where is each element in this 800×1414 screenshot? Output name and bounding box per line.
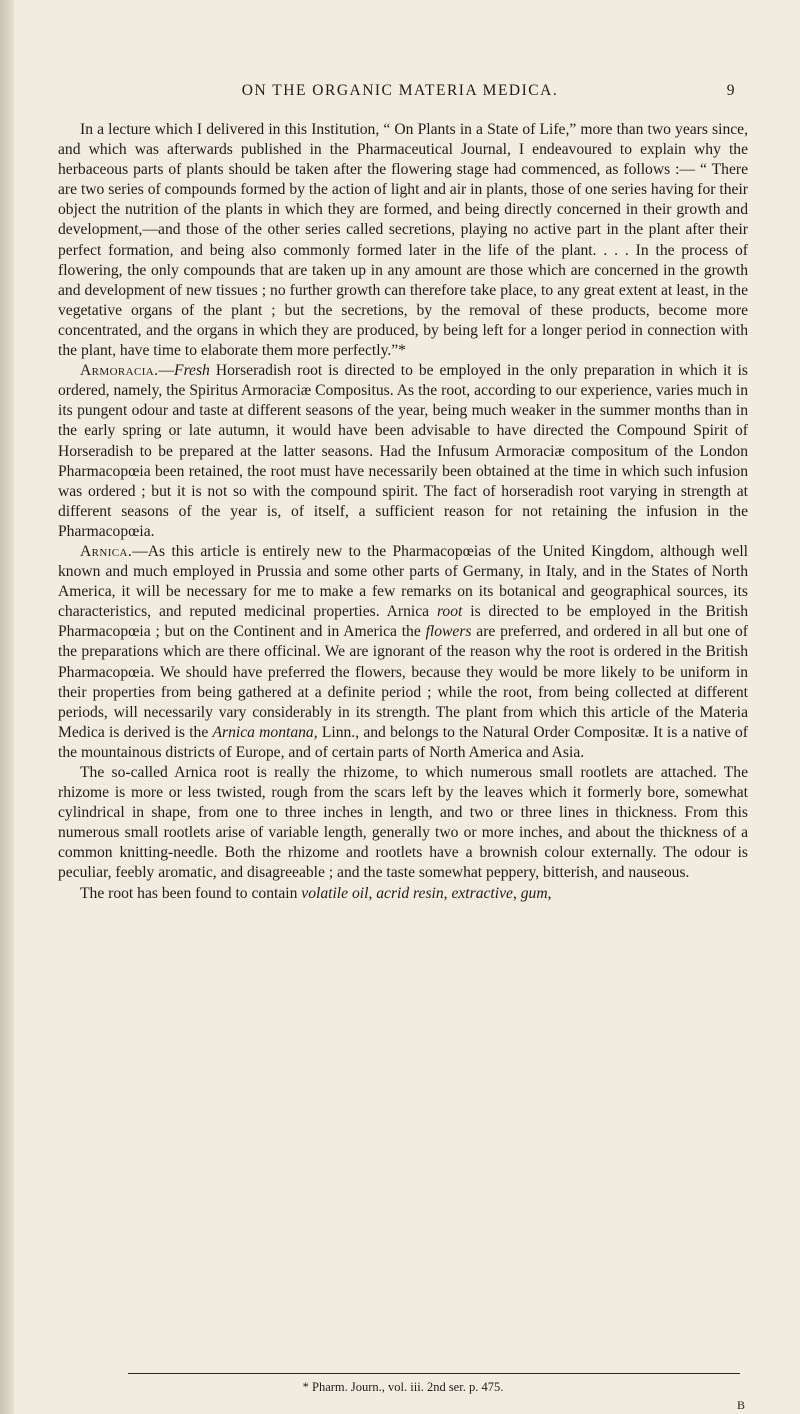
text-run: , bbox=[443, 884, 452, 902]
text-run: The root has been found to contain bbox=[80, 884, 302, 902]
italic-text: Fresh bbox=[174, 362, 210, 380]
running-header bbox=[70, 82, 736, 100]
paragraph bbox=[58, 120, 748, 361]
text-run: Horseradish root is directed to be employed in the only preparation in which it is ordered, namely, the Spiritus Armoraciæ Compositus. As the root, according to our experience, varies much in its pungent odour and taste at different seasons of the year, being much weaker in the summer months than in the early spring or late autumn, it would have been advisable to have directed the Compound Spirit of Horseradish to be prepared at the latter seasons. Had the Infusum Armoraciæ compositum of the London Pharmacopœia been retained, the root must have necessarily been obtained at the time in which such infusion was ordered ; but it is not so with the compound spirit. The fact of horseradish root varying in strength at different seasons of the year is, of itself, a sufficient reason for not retaining the infusion in the Pharmacopœia. bbox=[58, 362, 748, 540]
body-text bbox=[58, 120, 748, 904]
page-number: 9 bbox=[726, 82, 736, 99]
italic-text: acrid resin bbox=[376, 884, 444, 902]
paragraph bbox=[58, 763, 748, 884]
signature-mark: B bbox=[737, 1398, 746, 1412]
footnote-rule bbox=[128, 1373, 740, 1374]
paragraph bbox=[58, 542, 748, 763]
italic-text: Arnica montana bbox=[212, 723, 314, 741]
text-run: In a lecture which I delivered in this Institution, “ On Plants in a State of Life,” more than two years since, and which was afterwards published in the Pharmaceutical Journal, I endeavoured to explain why the herbaceous parts of plants should be taken after the flowering stage had commenced, as follows :— “ There are two series of compounds formed by the action of light and air in plants, those of one series having for their object the nutrition of the plants in which they are formed, and being directly concerned in their growth and development,—and those of the other series called secretions, playing no active part in the plant after their perfect formation, and being also commonly formed later in the life of the plant. . . . In the process of flowering, the only compounds that are taken up in any amount are those which are concerned in the growth and development of new tissues ; no further growth can therefore take place, to any great extent at least, in the vegetative organs of the plant ; but the secretions, by the removal of these products, become more concentrated, and the organs in which they are produced, by being left for a longer period in connection with the plant, have time to elaborate them more perfectly.”* bbox=[58, 121, 748, 360]
italic-text: gum bbox=[520, 884, 548, 902]
paragraph bbox=[58, 361, 748, 542]
page-binding-edge bbox=[0, 0, 14, 1414]
text-run: , bbox=[512, 884, 521, 902]
text-run: — bbox=[158, 362, 175, 380]
text-run: , bbox=[368, 884, 377, 902]
text-run: , Linn., and belongs to the Natural Order Compositæ. It is a native of the mountainous districts of Europe, and of certain parts of North America and Asia. bbox=[58, 723, 748, 761]
italic-text: root bbox=[436, 603, 463, 621]
italic-text: extractive bbox=[451, 884, 513, 902]
italic-text: volatile oil bbox=[301, 884, 369, 902]
section-heading: Arnica. bbox=[80, 542, 133, 560]
running-title: ON THE ORGANIC MATERIA MEDICA. bbox=[241, 82, 559, 99]
italic-text: flowers bbox=[425, 623, 472, 641]
text-run: is directed to be employed in the British Pharmacopœia ; but on the Continent and in America the bbox=[58, 603, 748, 641]
text-run: , bbox=[547, 884, 552, 902]
text-run: The so-called Arnica root is really the rhizome, to which numerous small rootlets are attached. The rhizome is more or less twisted, rough from the scars left by the leaves which it formerly bore, somewhat cylindrical in shape, from one to three inches in length, and two or three lines in thickness. From this numerous small rootlets arise of variable length, generally two or more inches, and about the thickness of a common knitting-needle. Both the rhizome and rootlets have a brownish colour externally. The odour is peculiar, feebly aromatic, and disagreeable ; and the taste somewhat peppery, bitterish, and nauseous. bbox=[58, 764, 748, 882]
text-run: are preferred, and ordered in all but one of the preparations which are there officinal. We are ignorant of the reason why the root is ordered in the British Pharmacopœia. We should have preferred the flowers, because they would be more likely to be uniform in their properties from being gathered at a definite period ; while the root, from being collected at different periods, will necessarily vary considerably in its strength. The plant from which this article of the Materia Medica is derived is the bbox=[58, 623, 748, 741]
paragraph bbox=[58, 884, 748, 904]
section-heading: Armoracia. bbox=[80, 362, 159, 380]
text-run: —As this article is entirely new to the Pharmacopœias of the United Kingdom, although well known and much employed in Prussia and some other parts of Germany, in Italy, and in the States of North America, it will be necessary for me to make a few remarks on its botanical and geographical sources, its characteristics, and reputed medicinal properties. Arnica bbox=[58, 542, 748, 621]
footnote: * Pharm. Journ., vol. iii. 2nd ser. p. 475. bbox=[302, 1380, 504, 1394]
